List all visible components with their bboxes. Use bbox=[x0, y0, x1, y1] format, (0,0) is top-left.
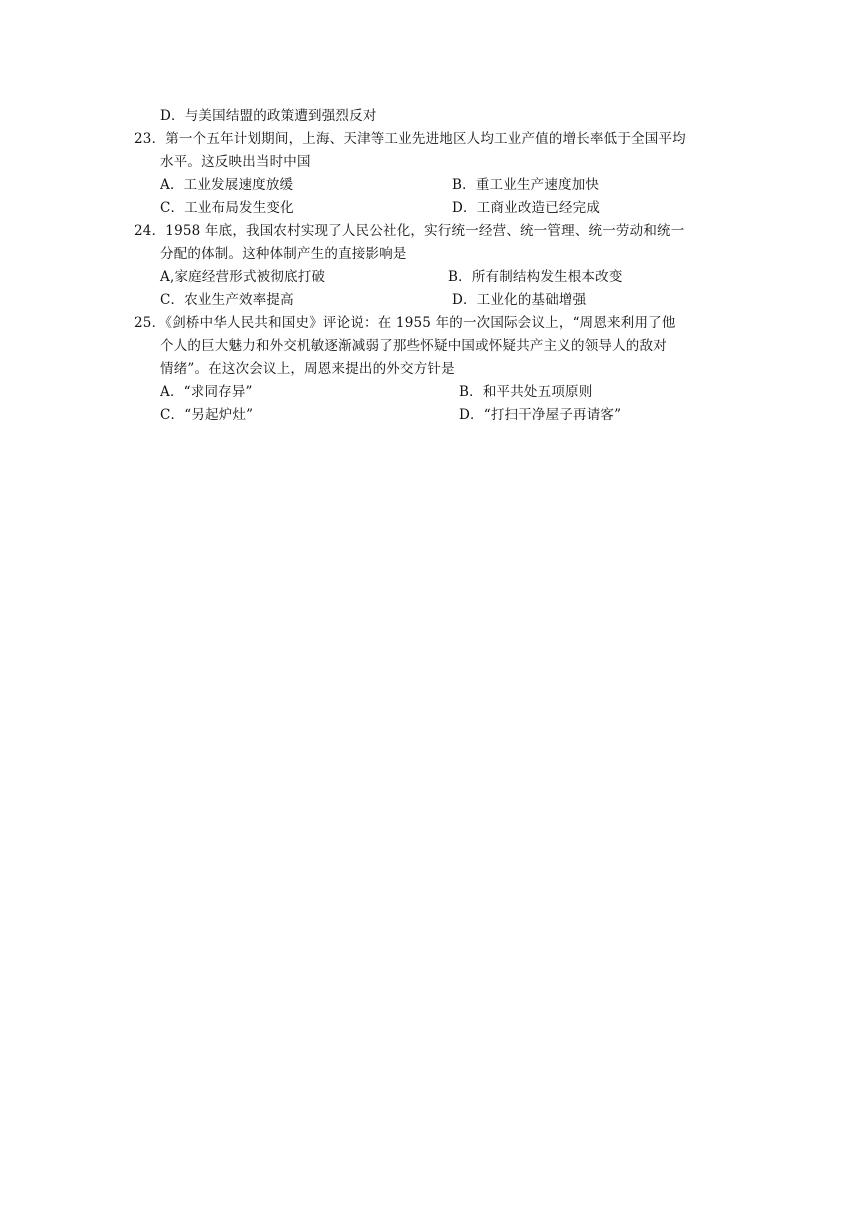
q24-stem-line-1: 24．1958 年底，我国农村实现了人民公社化，实行统一经营、统一管理、统一劳动和统一 bbox=[134, 223, 685, 239]
q25-option-c: C．“另起炉灶” bbox=[160, 407, 254, 423]
q23-option-c: C．工业布局发生变化 bbox=[160, 200, 294, 216]
q23-stem-line-1: 23．第一个五年计划期间，上海、天津等工业先进地区人均工业产值的增长率低于全国平均 bbox=[134, 131, 686, 147]
q23-stem-line-2: 水平。这反映出当时中国 bbox=[160, 154, 311, 170]
q25-stem-line-2: 个人的巨大魅力和外交机敏逐渐减弱了那些怀疑中国或怀疑共产主义的领导人的敌对 bbox=[160, 338, 667, 354]
q23-option-b: B．重工业生产速度加快 bbox=[452, 177, 600, 193]
q24-option-d: D．工业化的基础增强 bbox=[452, 292, 587, 308]
q25-option-b: B．和平共处五项原则 bbox=[459, 384, 593, 400]
q25-stem-line-1: 25．《剑桥中华人民共和国史》评论说：在 1955 年的一次国际会议上，“周恩来利用了他 bbox=[134, 315, 676, 331]
q24-option-a: A,家庭经营形式被彻底打破 bbox=[160, 269, 326, 285]
q24-option-c: C．农业生产效率提高 bbox=[160, 292, 294, 308]
q22-option-d: D．与美国结盟的政策遭到强烈反对 bbox=[160, 108, 377, 124]
q24-option-b: B．所有制结构发生根本改变 bbox=[448, 269, 623, 285]
q25-option-a: A．“求同存异” bbox=[160, 384, 253, 400]
q25-option-d: D．“打扫干净屋子再请客” bbox=[459, 407, 622, 423]
q24-stem-line-2: 分配的体制。这种体制产生的直接影响是 bbox=[160, 246, 407, 262]
q23-option-a: A．工业发展速度放缓 bbox=[160, 177, 294, 193]
q23-option-d: D．工商业改造已经完成 bbox=[452, 200, 601, 216]
q25-stem-line-3: 情绪”。在这次会议上，周恩来提出的外交方针是 bbox=[160, 361, 455, 377]
